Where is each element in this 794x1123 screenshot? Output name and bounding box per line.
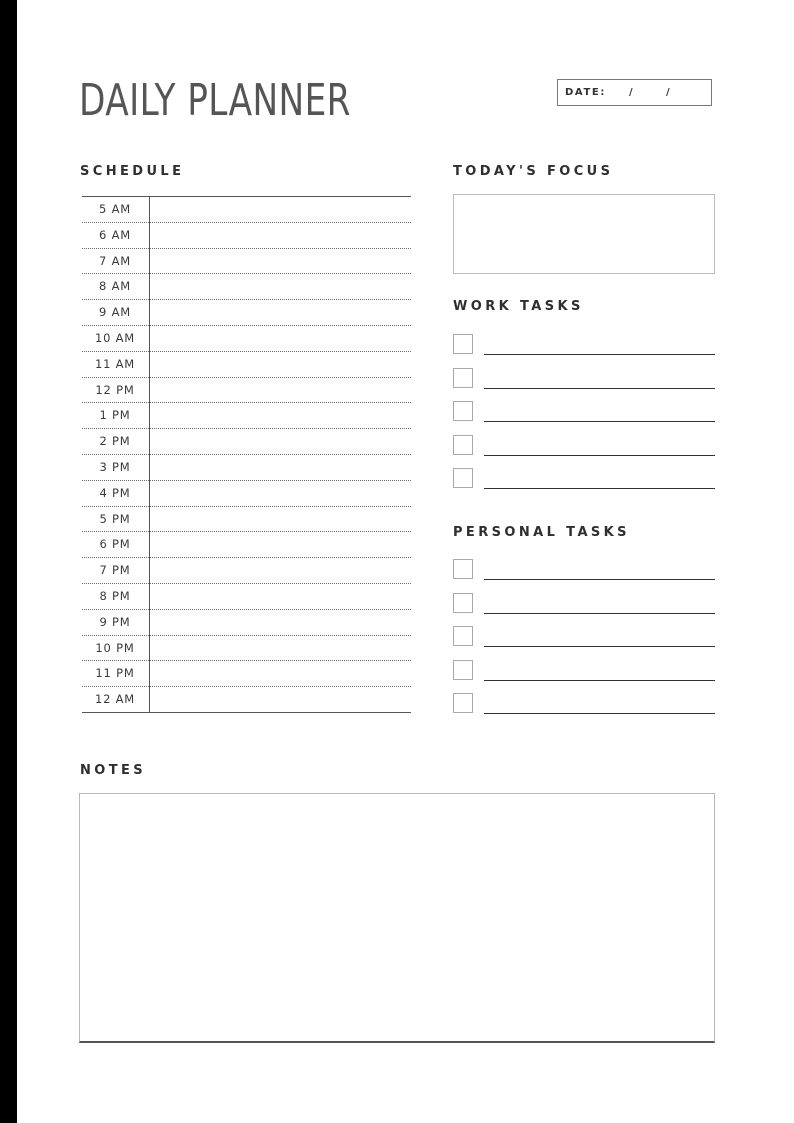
date-separator: / (666, 87, 672, 98)
schedule-slot[interactable] (151, 300, 411, 325)
work-tasks-heading: WORK TASKS (453, 299, 584, 314)
personal-task-line[interactable] (484, 646, 715, 647)
schedule-row (82, 507, 411, 533)
schedule-time-label: 11 AM (94, 356, 136, 371)
schedule-time-label: 6 AM (99, 227, 131, 242)
schedule-slot[interactable] (151, 274, 411, 299)
schedule-slot[interactable] (151, 403, 411, 428)
schedule-time-label: 2 PM (99, 434, 131, 449)
schedule-row (82, 223, 411, 249)
schedule-row (82, 300, 411, 326)
schedule-row (82, 403, 411, 429)
work-task-checkbox[interactable] (453, 468, 473, 488)
personal-task-row (453, 693, 715, 727)
schedule-row (82, 429, 411, 455)
schedule-row (82, 481, 411, 507)
focus-input-box[interactable] (453, 194, 715, 274)
schedule-row (82, 610, 411, 636)
schedule-slot[interactable] (151, 352, 411, 377)
schedule-slot[interactable] (151, 197, 411, 222)
schedule-slot[interactable] (151, 429, 411, 454)
work-task-checkbox[interactable] (453, 435, 473, 455)
work-task-row (453, 468, 715, 502)
work-task-line[interactable] (484, 354, 715, 355)
schedule-row (82, 455, 411, 481)
work-task-row (453, 401, 715, 435)
schedule-time-label: 5 AM (99, 202, 131, 216)
work-task-row (453, 368, 715, 402)
focus-heading: TODAY'S FOCUS (453, 164, 614, 179)
work-task-checkbox[interactable] (453, 334, 473, 354)
personal-task-checkbox[interactable] (453, 593, 473, 613)
notes-heading: NOTES (80, 763, 147, 778)
schedule-time-label: 5 PM (99, 511, 131, 526)
schedule-slot[interactable] (151, 610, 411, 635)
schedule-row (82, 532, 411, 558)
schedule-row (82, 326, 411, 352)
work-task-row (453, 435, 715, 469)
personal-task-line[interactable] (484, 713, 715, 714)
personal-task-checkbox[interactable] (453, 660, 473, 680)
schedule-time-label: 7 AM (99, 253, 131, 268)
schedule-time-label: 1 PM (99, 408, 131, 423)
schedule-slot[interactable] (151, 507, 411, 532)
schedule-slot[interactable] (151, 687, 411, 713)
schedule-slot[interactable] (151, 378, 411, 403)
schedule-time-label: 9 PM (99, 614, 131, 629)
schedule-row (82, 197, 411, 223)
schedule-slot[interactable] (151, 249, 411, 274)
notes-input-box[interactable] (79, 793, 715, 1043)
personal-task-checkbox[interactable] (453, 693, 473, 713)
schedule-slot[interactable] (151, 223, 411, 248)
schedule-row (82, 558, 411, 584)
work-task-line[interactable] (484, 388, 715, 389)
schedule-row (82, 274, 411, 300)
personal-task-list (453, 559, 715, 727)
schedule-time-label: 9 AM (99, 305, 131, 320)
personal-task-line[interactable] (484, 680, 715, 681)
schedule-time-label: 8 AM (99, 279, 131, 294)
schedule-slot[interactable] (151, 455, 411, 480)
work-task-list (453, 334, 715, 502)
schedule-row (82, 661, 411, 687)
date-field[interactable] (557, 79, 712, 106)
personal-task-checkbox[interactable] (453, 559, 473, 579)
schedule-time-label: 12 PM (95, 382, 135, 397)
schedule-time-label: 10 AM (94, 330, 136, 345)
schedule-row (82, 378, 411, 404)
schedule-slot[interactable] (151, 481, 411, 506)
schedule-time-label: 10 PM (95, 640, 135, 655)
work-task-checkbox[interactable] (453, 401, 473, 421)
work-task-line[interactable] (484, 488, 715, 489)
schedule-row (82, 636, 411, 662)
schedule-time-label: 3 PM (99, 459, 131, 474)
schedule-slot[interactable] (151, 661, 411, 686)
personal-tasks-heading: PERSONAL TASKS (453, 525, 630, 540)
work-task-line[interactable] (484, 421, 715, 422)
work-task-row (453, 334, 715, 368)
schedule-time-label: 12 AM (94, 692, 136, 707)
schedule-slot[interactable] (151, 532, 411, 557)
schedule-table (82, 196, 411, 713)
date-separator: / (629, 87, 635, 98)
schedule-time-label: 7 PM (99, 563, 131, 578)
work-task-checkbox[interactable] (453, 368, 473, 388)
schedule-row (82, 584, 411, 610)
schedule-slot[interactable] (151, 558, 411, 583)
personal-task-line[interactable] (484, 613, 715, 614)
schedule-heading: SCHEDULE (80, 164, 185, 179)
personal-task-row (453, 660, 715, 694)
page-edge-bar (0, 0, 17, 1123)
schedule-time-label: 8 PM (99, 588, 131, 603)
schedule-row (82, 352, 411, 378)
schedule-time-label: 4 PM (99, 485, 131, 500)
personal-task-line[interactable] (484, 579, 715, 580)
schedule-slot[interactable] (151, 584, 411, 609)
schedule-slot[interactable] (151, 326, 411, 351)
personal-task-checkbox[interactable] (453, 626, 473, 646)
schedule-row (82, 249, 411, 275)
schedule-time-label: 11 PM (95, 666, 135, 681)
personal-task-row (453, 593, 715, 627)
date-label: DATE: (565, 87, 606, 98)
personal-task-row (453, 626, 715, 660)
schedule-slot[interactable] (151, 636, 411, 661)
schedule-time-label: 6 PM (99, 537, 131, 552)
schedule-row (82, 687, 411, 713)
work-task-line[interactable] (484, 455, 715, 456)
personal-task-row (453, 559, 715, 593)
page-title: DAILY PLANNER (79, 75, 351, 126)
